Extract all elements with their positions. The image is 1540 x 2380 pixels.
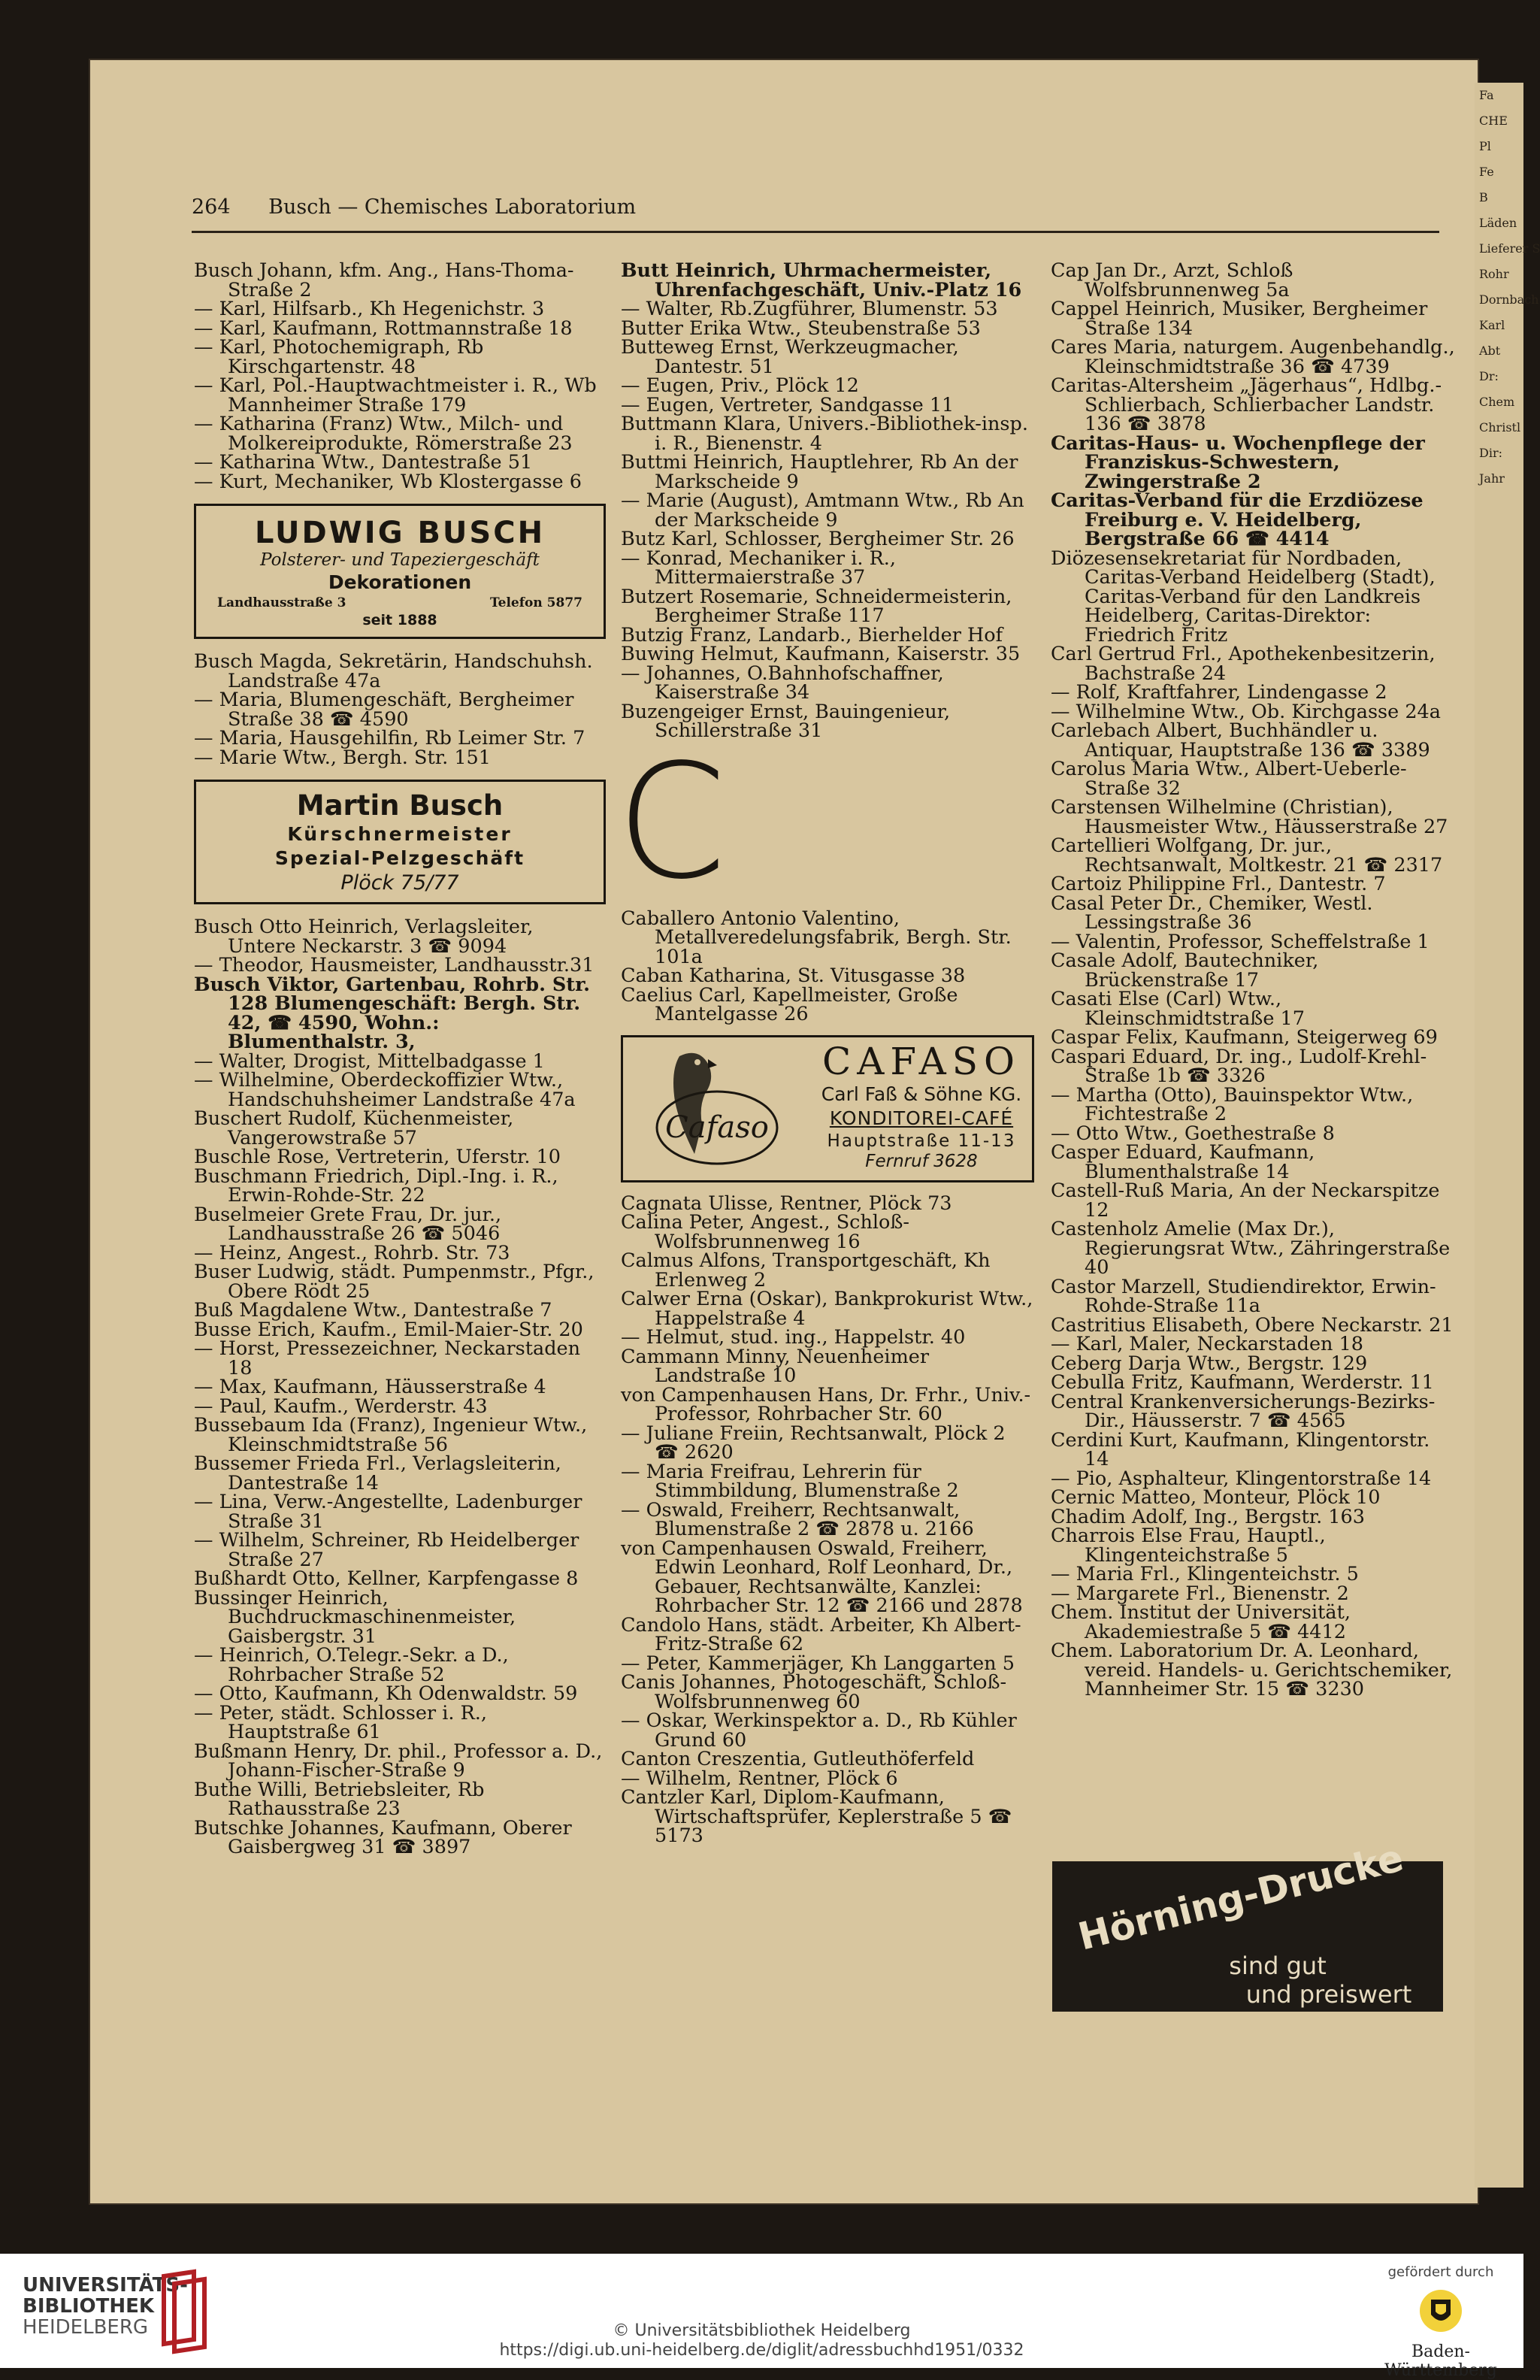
directory-entry: Butschke Johannes, Kaufmann, Oberer Gaisbergweg 31 ☎ 3897 [194,1816,572,1858]
directory-entry: Castritius Elisabeth, Obere Neckarstr. 21 [1051,1313,1454,1337]
directory-entry: Caspar Felix, Kaufmann, Steigerweg 69 [1051,1026,1438,1049]
page-number: 264 [192,195,231,219]
directory-entry: Cebulla Fritz, Kaufmann, Werderstr. 11 [1051,1371,1434,1394]
section-letter: C [616,729,727,914]
directory-entry: — Marie (August), Amtmann Wtw., Rb An der Markscheide 9 [621,489,1024,531]
directory-entry: Buttmann Klara, Univers.-Bibliothek-insp. i. R., Bienenstr. 4 [621,413,1028,455]
column-1 [194,259,606,1858]
ad-contact [202,595,598,611]
directory-entry: Cap Jan Dr., Arzt, Schloß Wolfsbrunnenweg 5a [1051,259,1293,301]
directory-entry: Casale Adolf, Bautechniker, Brückenstraße 17 [1051,949,1319,992]
viewer-footer [0,2254,1523,2380]
adjacent-page-text: Abt [1479,344,1501,358]
entry-list [194,650,606,769]
directory-entry: — Otto, Kaufmann, Kh Odenwaldstr. 59 [194,1682,578,1705]
ad-address: Plöck 75/77 [340,871,459,895]
directory-entry: — Karl, Maler, Neckarstaden 18 [1051,1333,1364,1355]
directory-entry: — Maria Freifrau, Lehrerin für Stimmbildung, Blumenstraße 2 [621,1460,959,1502]
ad-cafaso [621,1035,1034,1182]
directory-entry: Cartellieri Wolfgang, Dr. jur., Rechtsanwalt, Moltkestr. 21 ☎ 2317 [1051,834,1443,877]
directory-entry: Bussebaum Ida (Franz), Ingenieur Wtw., Kleinschmidtstraße 56 [194,1414,588,1456]
directory-entry: Buthe Willi, Betriebsleiter, Rb Rathausstraße 23 [194,1778,485,1820]
directory-entry: — Rolf, Kraftfahrer, Lindengasse 2 [1051,681,1387,704]
directory-entry: — Karl, Kaufmann, Rottmannstraße 18 [194,316,573,340]
adjacent-page-text: Christl [1479,420,1521,435]
directory-entry: — Marie Wtw., Bergh. Str. 151 [194,746,492,769]
directory-entry: Cagnata Ulisse, Rentner, Plöck 73 [621,1192,952,1215]
directory-entry: Busch Viktor, Gartenbau, Rohrb. Str. 128 Blumengeschäft: Bergh. Str. 42, ☎ 4590, Wohn.: Blumenthalstr. 3, [194,973,591,1053]
copyright-notice [0,2321,1523,2360]
directory-entry: — Johannes, O.Bahnhofschaffner, Kaiserstraße 34 [621,662,944,704]
ad-since: seit 1888 [362,612,437,628]
directory-entry: — Walter, Rb.Zugführer, Blumenstr. 53 [621,298,998,320]
adjacent-page-strip [1475,83,1540,2188]
directory-entry: — Wilhelm, Rentner, Plöck 6 [621,1767,898,1790]
adjacent-page-text: Fe [1479,165,1494,179]
directory-entry: Carstensen Wilhelmine (Christian), Hausmeister Wtw., Häusserstraße 27 [1051,796,1448,838]
directory-entry: — Oswald, Freiherr, Rechtsanwalt, Blumenstraße 2 ☎ 2878 u. 2166 [621,1498,974,1540]
adjacent-page-text: Fa [1479,88,1494,102]
adjacent-page-text: B [1479,190,1488,204]
directory-entry: Busse Erich, Kaufm., Emil-Maier-Str. 20 [194,1318,583,1341]
directory-entry: Central Krankenversicherungs-Bezirks-Dir., Häusserstr. 7 ☎ 4565 [1051,1390,1436,1432]
adjacent-page-text: Rohr [1479,267,1509,281]
library-line: BIBLIOTHEK [23,2295,155,2318]
directory-entry: Cantzler Karl, Diplom-Kaufmann, Wirtschaftsprüfer, Keplerstraße 5 ☎ 5173 [621,1786,1012,1847]
directory-entry: — Karl, Photochemigraph, Rb Kirschgartenstr. 48 [194,336,484,378]
ad-phone: Fernruf 3628 [865,1151,978,1171]
directory-entry: Calwer Erna (Oskar), Bankprokurist Wtw., Happelstraße 4 [621,1288,1033,1330]
directory-entry: Buschle Rose, Vertreterin, Uferstr. 10 [194,1146,561,1168]
column-3 [1051,259,1457,1700]
adjacent-page-text: Dir: [1479,446,1502,460]
entry-list [194,918,606,1858]
ad-phone: Telefon 5877 [489,595,582,610]
directory-entry: — Eugen, Priv., Plöck 12 [621,374,859,397]
svg-text:und preiswert: und preiswert [1245,1980,1412,2009]
directory-entry: Cerdini Kurt, Kaufmann, Klingentorstr. 14 [1051,1428,1430,1470]
directory-entry: Casper Eduard, Kaufmann, Blumenthalstraße 14 [1051,1141,1315,1183]
directory-entry: — Heinz, Angest., Rohrb. Str. 73 [194,1241,510,1264]
library-line: HEIDELBERG [23,2316,149,2339]
directory-entry: Cartoiz Philippine Frl., Dantestr. 7 [1051,873,1386,895]
directory-entry: — Otto Wtw., Goethestraße 8 [1051,1122,1335,1145]
directory-entry: Buselmeier Grete Frau, Dr. jur., Landhausstraße 26 ☎ 5046 [194,1203,502,1245]
directory-entry: — Valentin, Professor, Scheffelstraße 1 [1051,930,1430,953]
ad-martin-busch [194,780,606,904]
directory-entry: Castor Marzell, Studiendirektor, Erwin-Rohde-Straße 11a [1051,1275,1436,1317]
directory-entry: — Pio, Asphalteur, Klingentorstraße 14 [1051,1467,1432,1490]
svg-text:Cafaso: Cafaso [665,1110,769,1145]
directory-entry: Butz Karl, Schlosser, Bergheimer Str. 26 [621,528,1015,550]
directory-entry: Bußhardt Otto, Kellner, Karpfengasse 8 [194,1567,579,1590]
ad-owner: Carl Faß & Söhne KG. [821,1083,1022,1105]
directory-entry: Candolo Hans, städt. Arbeiter, Kh Albert-Fritz-Straße 62 [621,1613,1021,1655]
svg-text:sind gut: sind gut [1229,1952,1327,1980]
directory-entry: Casati Else (Carl) Wtw., Kleinschmidtstraße 17 [1051,988,1305,1030]
directory-entry: Bußmann Henry, Dr. phil., Professor a. D., Johann-Fischer-Straße 9 [194,1740,603,1782]
directory-entry: Bussemer Frieda Frl., Verlagsleiterin, Dantestraße 14 [194,1452,561,1494]
directory-entry: Buschert Rudolf, Küchenmeister, Vangerowstraße 57 [194,1107,514,1149]
directory-entry: Buttmi Heinrich, Hauptlehrer, Rb An der Markscheide 9 [621,451,1018,493]
adjacent-page-text: Lieferer S [1479,241,1540,256]
directory-entry: Busch Otto Heinrich, Verlagsleiter, Untere Neckarstr. 3 ☎ 9094 [194,916,534,958]
directory-entry: Buser Ludwig, städt. Pumpenmstr., Pfgr., Obere Rödt 25 [194,1261,595,1303]
directory-entry: Chem. Laboratorium Dr. A. Leonhard, vereid. Handels- u. Gerichtschemiker, Mannheimer Str. 15 ☎ 3230 [1051,1640,1453,1700]
directory-entry: Canis Johannes, Photogeschäft, Schloß-Wolfsbrunnenweg 60 [621,1671,1007,1713]
directory-entry: — Peter, städt. Schlosser i. R., Hauptstraße 61 [194,1701,487,1743]
directory-entry: — Max, Kaufmann, Häusserstraße 4 [194,1376,546,1398]
directory-entry: Butteweg Ernst, Werkzeugmacher, Dantestr. 51 [621,336,959,378]
directory-entry: Buschmann Friedrich, Dipl.-Ing. i. R., Erwin-Rohde-Str. 22 [194,1164,558,1207]
directory-entry: Caballero Antonio Valentino, Metallveredelungsfabrik, Bergh. Str. 101a [621,907,1012,968]
directory-entry: Bussinger Heinrich, Buchdruckmaschinenmeister, Gaisbergstr. 31 [194,1586,516,1648]
column-2 [616,259,1034,1847]
ad-title: CAFASO [821,1039,1021,1083]
directory-entry: Charrois Else Frau, Hauptl., Klingenteichstraße 5 [1051,1525,1326,1567]
directory-entry: Caritas-Verband für die Erzdiözese Freiburg e. V. Heidelberg, Bergstraße 66 ☎ 4414 [1051,489,1424,550]
directory-entry: Carlebach Albert, Buchhändler u. Antiquar, Hauptstraße 136 ☎ 3389 [1051,719,1430,762]
directory-entry: — Helmut, stud. ing., Happelstr. 40 [621,1326,966,1349]
directory-entry: von Campenhausen Oswald, Freiherr, Edwin Leonhard, Rolf Leonhard, Dr., Gebauer, Rechtsanwälte, Kanzlei: Rohrbacher Str. 12 ☎ 2166 und 2878 [621,1537,1023,1617]
adjacent-page-text: Läden [1479,216,1517,230]
ad-trade: Polsterer- und Tapeziergeschäft [260,550,540,570]
ad-address: Hauptstraße 11-13 [827,1131,1016,1151]
directory-entry: von Campenhausen Hans, Dr. Frhr., Univ.-Professor, Rohrbacher Str. 60 [621,1383,1031,1425]
directory-entry: Buwing Helmut, Kaufmann, Kaiserstr. 35 [621,643,1021,665]
sponsor-label: gefördert durch [1387,2264,1494,2280]
entry-list [1051,259,1457,1700]
directory-entry: Calina Peter, Angest., Schloß-Wolfsbrunnenweg 16 [621,1211,910,1253]
directory-entry: Butter Erika Wtw., Steubenstraße 53 [621,316,981,340]
directory-entry: Chem. Institut der Universität, Akademiestraße 5 ☎ 4412 [1051,1601,1351,1643]
directory-entry: Carl Gertrud Frl., Apothekenbesitzerin, Bachstraße 24 [1051,643,1436,685]
adjacent-page-text: Dr: [1479,369,1499,383]
ad-hoerning-drucke [1052,1836,1443,2012]
directory-entry: Cammann Minny, Neuenheimer Landstraße 10 [621,1345,930,1387]
directory-entry: — Margarete Frl., Bienenstr. 2 [1051,1582,1349,1605]
directory-entry: — Martha (Otto), Bauinspektor Wtw., Fichtestraße 2 [1051,1083,1414,1125]
directory-entry: Caritas-Haus- u. Wochenpflege der Franziskus-Schwestern, Zwingerstraße 2 [1051,431,1425,493]
ad-ludwig-busch [194,504,606,639]
ad-address: Landhausstraße 3 [217,595,346,610]
directory-entry: Buzengeiger Ernst, Bauingenieur, Schillerstraße 31 [621,700,951,742]
directory-entry: Caelius Carl, Kapellmeister, Große Mantelgasse 26 [621,983,958,1025]
ad-line: Dekorationen [328,571,472,593]
directory-entry: — Wilhelmine Wtw., Ob. Kirchgasse 24a [1051,700,1441,723]
directory-entry: Butt Heinrich, Uhrmachermeister, Uhrenfachgeschäft, Univ.-Platz 16 [621,259,1022,301]
directory-entry: Caritas-Altersheim „Jägerhaus“, Hdlbg.-Schlierbach, Schlierbacher Landstr. 136 ☎ 3878 [1051,374,1442,435]
directory-entry: Cares Maria, naturgem. Augenbehandlg., Kleinschmidtstraße 36 ☎ 4739 [1051,336,1455,378]
directory-entry: — Horst, Pressezeichner, Neckarstaden 18 [194,1337,581,1379]
library-line: UNIVERSITÄTS- [23,2274,188,2297]
adjacent-page-text: Chem [1479,395,1515,409]
ad-type: KONDITOREI-CAFÉ [829,1107,1014,1129]
source-url[interactable]: https://digi.ub.uni-heidelberg.de/diglit/adressbuchhd1951/0332 [499,2341,1024,2360]
directory-entry: — Wilhelmine, Oberdeckoffizier Wtw., Handschuhsheimer Landstraße 47a [194,1069,576,1111]
directory-entry: — Kurt, Mechaniker, Wb Klostergasse 6 [194,470,582,493]
entry-list [621,1192,1034,1847]
adjacent-page-text: CHE [1479,114,1508,128]
directory-entry: — Paul, Kaufm., Werderstr. 43 [194,1394,488,1418]
directory-entry: Casal Peter Dr., Chemiker, Westl. Lessingstraße 36 [1051,892,1373,934]
directory-entry: Butzert Rosemarie, Schneidermeisterin, Bergheimer Straße 117 [621,585,1012,627]
ad-text [811,1037,1032,1180]
sponsor-name: Baden-Württemberg [1384,2342,1497,2380]
directory-entry: — Maria, Blumengeschäft, Bergheimer Straße 38 ☎ 4590 [194,689,574,731]
directory-entry: Cappel Heinrich, Musiker, Bergheimer Straße 134 [1051,298,1428,340]
directory-entry: Caban Katharina, St. Vitusgasse 38 [621,964,966,987]
entry-list [621,259,1034,742]
directory-entry: Castenholz Amelie (Max Dr.), Regierungsrat Wtw., Zähringerstraße 40 [1051,1218,1451,1279]
running-head: Busch — Chemisches Laboratorium [268,195,637,219]
directory-entry: — Theodor, Hausmeister, Landhausstr.31 [194,954,595,977]
directory-entry: Canton Creszentia, Gutleuthöferfeld [621,1748,975,1770]
directory-entry: Buß Magdalene Wtw., Dantestraße 7 [194,1299,552,1322]
entry-list [621,907,1034,1025]
directory-entry: — Katharina Wtw., Dantestraße 51 [194,451,533,474]
ad-title: LUDWIG BUSCH [254,516,546,550]
directory-entry: — Konrad, Mechaniker i. R., Mittermaierstraße 37 [621,547,896,589]
directory-entry: — Eugen, Vertreter, Sandgasse 11 [621,393,955,416]
sponsor [1373,2264,1508,2380]
directory-entry: — Karl, Pol.-Hauptwachtmeister i. R., Wb Mannheimer Straße 179 [194,374,597,416]
adjacent-page-text: Karl [1479,318,1505,332]
directory-entry: — Katharina (Franz) Wtw., Milch- und Molkereiprodukte, Römerstraße 23 [194,413,573,455]
page-header [192,195,636,219]
directory-entry: Carolus Maria Wtw., Albert-Ueberle-Straße 32 [1051,758,1407,800]
parrot-logo-icon [623,1037,811,1180]
directory-entry: — Juliane Freiin, Rechtsanwalt, Plöck 2 ☎ 2620 [621,1422,1006,1464]
ad-line: Kürschnermeister [287,823,513,845]
directory-entry: — Maria Frl., Klingenteichstr. 5 [1051,1563,1359,1585]
directory-entry: — Walter, Drogist, Mittelbadgasse 1 [194,1049,545,1073]
directory-entry: Chadim Adolf, Ing., Bergstr. 163 [1051,1505,1365,1528]
directory-entry: Busch Johann, kfm. Ang., Hans-Thoma-Straße 2 [194,259,574,301]
directory-entry: — Heinrich, O.Telegr.-Sekr. a D., Rohrbacher Straße 52 [194,1644,509,1686]
directory-entry: — Peter, Kammerjäger, Kh Langgarten 5 [621,1652,1015,1675]
directory-entry: Caspari Eduard, Dr. ing., Ludolf-Krehl-Straße 1b ☎ 3326 [1051,1045,1427,1087]
directory-entry: Diözesensekretariat für Nordbaden, Caritas-Verband Heidelberg (Stadt), Caritas-Verband für den Landkreis Heidelberg, Caritas-Direktor: Friedrich Fritz [1051,547,1436,646]
directory-entry: — Maria, Hausgehilfin, Rb Leimer Str. 7 [194,727,585,749]
ad-line: Spezial-Pelzgeschäft [274,847,525,869]
copyright-text: © Universitätsbibliothek Heidelberg [613,2321,911,2340]
adjacent-page-text: Pl [1479,139,1491,153]
state-crest-icon [1373,2288,1508,2338]
adjacent-page-text: Dornbach [1479,292,1539,307]
directory-entry: — Lina, Verw.-Angestellte, Ladenburger Straße 31 [194,1491,582,1533]
directory-entry: — Oskar, Werkinspektor a. D., Rb Kühler Grund 60 [621,1709,1017,1752]
directory-entry: Calmus Alfons, Transportgeschäft, Kh Erlenweg 2 [621,1249,991,1291]
header-rule [192,231,1439,233]
svg-text:Hörning-Drucke: Hörning-Drucke [1073,1836,1408,1959]
directory-entry: — Karl, Hilfsarb., Kh Hegenichstr. 3 [194,298,545,320]
directory-entry: Ceberg Darja Wtw., Bergstr. 129 [1051,1352,1368,1375]
adjacent-page-text: Jahr [1479,471,1505,486]
entry-list [194,259,606,493]
directory-entry: Busch Magda, Sekretärin, Handschuhsh. Landstraße 47a [194,650,593,692]
ad-title: Martin Busch [296,789,504,822]
directory-entry: — Wilhelm, Schreiner, Rb Heidelberger Straße 27 [194,1529,579,1571]
directory-entry: Butzig Franz, Landarb., Bierhelder Hof [621,623,1003,646]
directory-entry: Cernic Matteo, Monteur, Plöck 10 [1051,1486,1381,1509]
directory-entry: Castell-Ruß Maria, An der Neckarspitze 12 [1051,1179,1440,1222]
